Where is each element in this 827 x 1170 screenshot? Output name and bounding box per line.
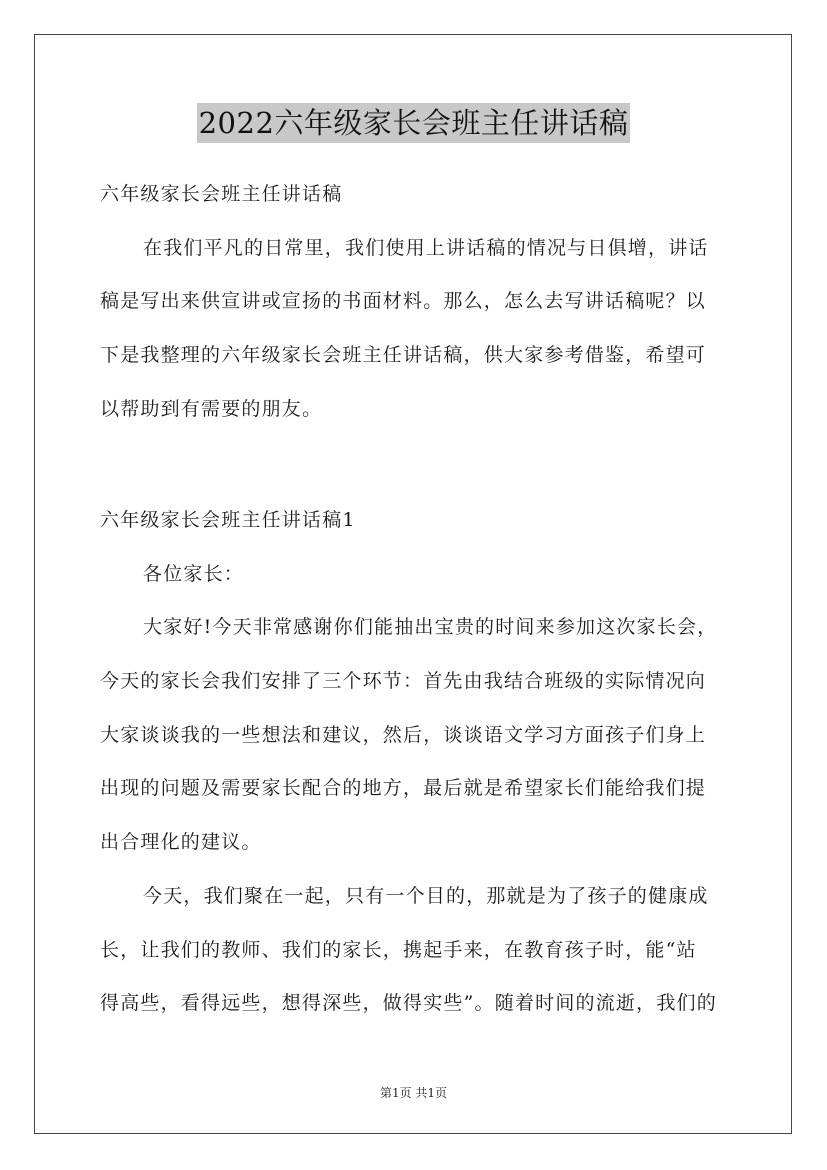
paragraph-line: 下是我整理的六年级家长会班主任讲话稿，供大家参考借鉴，希望可 — [100, 344, 707, 366]
paragraph-line: 今天的家长会我们安排了三个环节：首先由我结合班级的实际情况向 — [100, 670, 707, 692]
paragraph-line: 稿是写出来供宣讲或宣扬的书面材料。那么，怎么去写讲话稿呢？以 — [100, 290, 707, 312]
paragraph-line: 大家谈谈我的一些想法和建议，然后，谈谈语文学习方面孩子们身上 — [100, 724, 707, 746]
subtitle-line: 六年级家长会班主任讲话稿 — [100, 183, 343, 205]
page-footer: 第1页 共1页 — [379, 1086, 448, 1100]
paragraph-line: 出现的问题及需要家长配合的地方，最后就是希望家长们能给我们提 — [100, 777, 707, 799]
paragraph-line: 长，让我们的教师、我们的家长，携起手来，在教育孩子时，能“站 — [100, 939, 697, 961]
paragraph-line: 今天，我们聚在一起，只有一个目的，那就是为了孩子的健康成 — [143, 885, 709, 907]
paragraph-line: 得高些，看得远些，想得深些，做得实些”。随着时间的流逝，我们的 — [100, 992, 717, 1014]
paragraph-line: 大家好!今天非常感谢你们能抽出宝贵的时间来参加这次家长会， — [143, 616, 718, 638]
document-title: 2022六年级家长会班主任讲话稿 — [197, 103, 631, 143]
salutation: 各位家长： — [143, 563, 245, 585]
paragraph-line: 在我们平凡的日常里，我们使用上讲话稿的情况与日俱增，讲话 — [143, 237, 709, 259]
section-heading: 六年级家长会班主任讲话稿1 — [100, 509, 356, 531]
paragraph-line: 出合理化的建议。 — [100, 831, 262, 853]
paragraph-line: 以帮助到有需要的朋友。 — [100, 398, 323, 420]
